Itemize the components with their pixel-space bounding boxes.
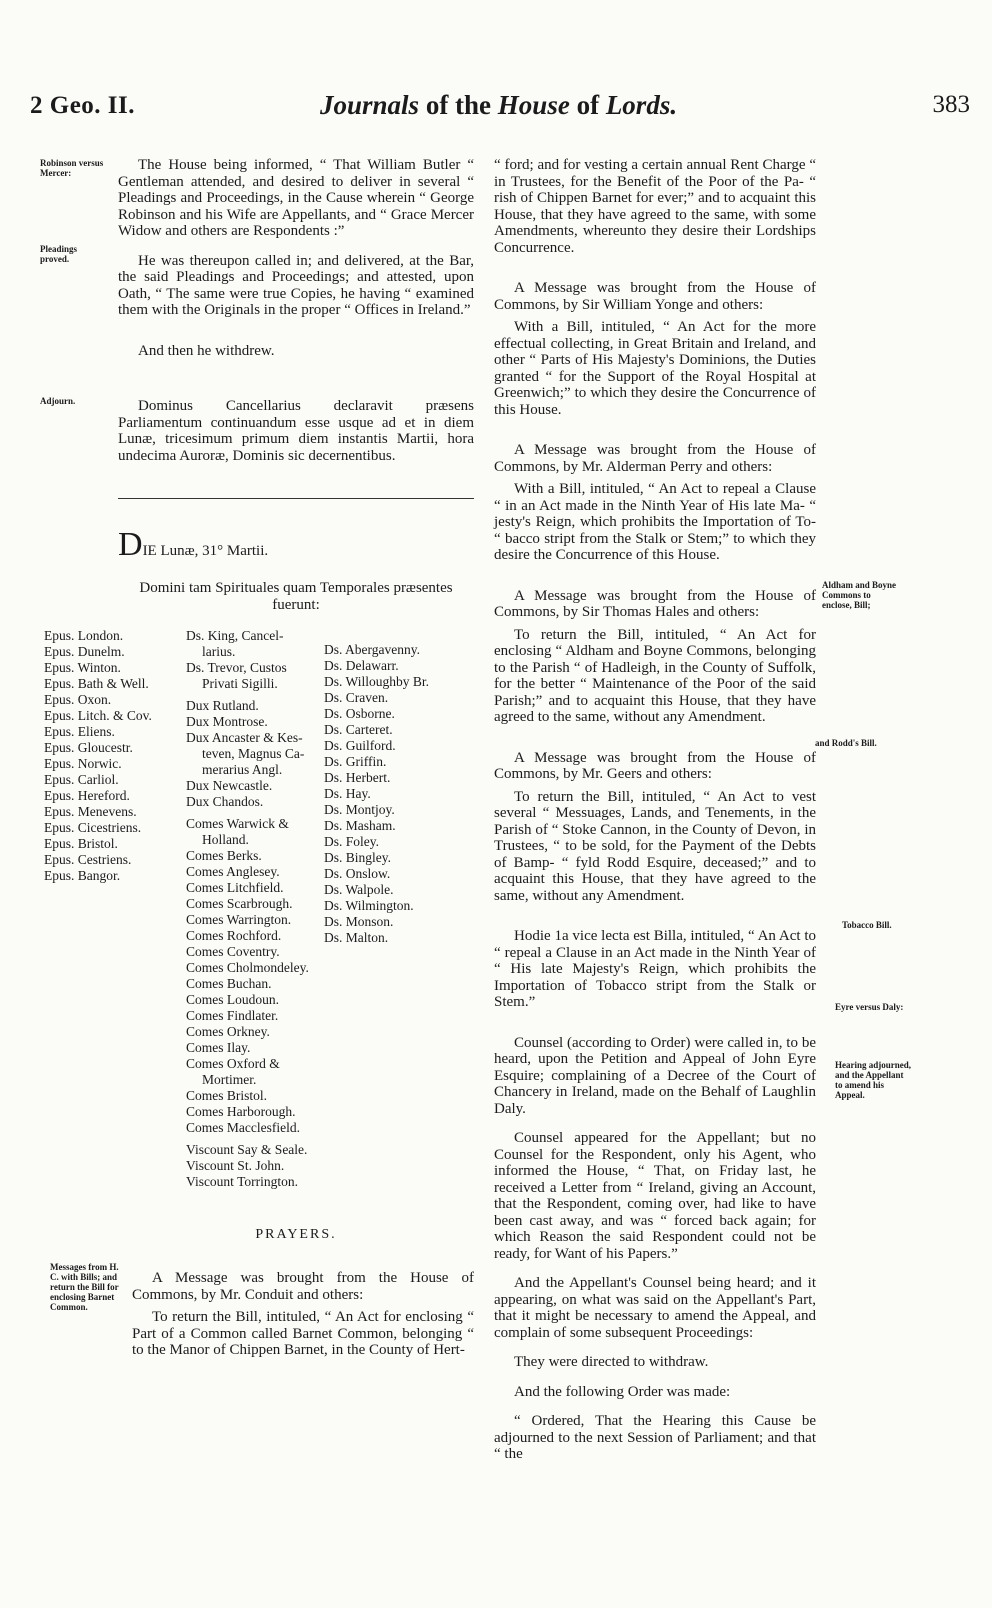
- lord-entry: Comes Berks.: [186, 848, 262, 863]
- paragraph: Counsel appeared for the Appellant; but no Counsel for the Respondent, only his Agent, who informed the House, “ That, on Friday last, he received a Letter from “ Ireland, giving an Account, that the Respondent, coming over, had like to have been cast away, and was “ forced back again; for which Reason the said Respondent could not be ready, for Want of his Papers.”: [494, 1130, 816, 1262]
- margin-note: Hearing adjourned, and the Appellant to amend his Appeal.: [835, 1060, 912, 1100]
- lord-entry: Epus. Carliol.: [44, 772, 119, 787]
- lord-entry: Dux Ancaster & Kes-: [186, 730, 303, 745]
- lord-entry: Comes Litchfield.: [186, 880, 284, 895]
- lord-entry: Comes Orkney.: [186, 1024, 270, 1039]
- lord-entry: Dux Rutland.: [186, 698, 259, 713]
- sitting-date: [118, 526, 474, 563]
- drop-cap: D: [118, 526, 143, 563]
- lord-entry: Comes Macclesfield.: [186, 1120, 300, 1135]
- lord-entry: Epus. Hereford.: [44, 788, 130, 803]
- margin-note: Eyre versus Daly:: [835, 1002, 904, 1012]
- paragraph: Counsel (according to Order) were called in, to be heard, upon the Petition and Appeal of John Eyre Esquire; complaining of a Decree of the Court of Chancery in Ireland, made on the Behalf of Laughlin Daly.: [494, 1034, 816, 1117]
- title-part: Lords.: [605, 90, 678, 120]
- margin-note: Messages from H. C. with Bills; and return the Bill for enclosing Barnet Common.: [50, 1262, 119, 1312]
- paragraph: A Message was brought from the House of Commons, by Sir William Yonge and others:: [494, 280, 816, 313]
- spacer: [118, 319, 474, 343]
- lord-entry: Comes Coventry.: [186, 944, 280, 959]
- paragraph: He was thereupon called in; and delivered, at the Bar, the said Pleadings and Proceedings; and attested, upon Oath, “ The same were true Copies, he having “ examined them with the Originals in the proper “ Offices in Ireland.”: [118, 252, 474, 318]
- lord-entry: Ds. Hay.: [324, 786, 371, 801]
- lord-entry: Epus. Litch. & Cov.: [44, 708, 152, 723]
- lord-entry: Ds. Masham.: [324, 818, 396, 833]
- lord-entry: Ds. Montjoy.: [324, 802, 395, 817]
- paragraph: And then he withdrew.: [138, 342, 275, 359]
- lord-entry: Ds. Wilmington.: [324, 898, 414, 913]
- paragraph: A Message was brought from the House of Commons, by Mr. Conduit and others:: [132, 1270, 474, 1303]
- spacer: [494, 1371, 816, 1384]
- lord-entry: Epus. London.: [44, 628, 124, 643]
- paragraph: And the Appellant's Counsel being heard; and it appearing, on what was said on the Appellant's Part, that it might be necessary to amend the Appeal, and complain of some subsequent Proceedings:: [494, 1275, 816, 1341]
- lord-entry: Viscount Torrington.: [186, 1174, 298, 1189]
- prayers-heading: PRAYERS.: [255, 1227, 337, 1242]
- lord-entry: Comes Rochford.: [186, 928, 282, 943]
- lords-list-spiritual: [44, 628, 152, 884]
- lord-entry: Epus. Dunelm.: [44, 644, 125, 659]
- lord-entry: Epus. Winton.: [44, 660, 121, 675]
- lord-entry: Ds. Osborne.: [324, 706, 395, 721]
- paragraph: The House being informed, “ That William Butler “ Gentleman attended, and desired to deliver in several “ Pleadings and Proceedings, in the Cause wherein “ George Robinson and his Wife are Appellants, and “ Grace Mercer Widow and others are Respondents :”: [118, 157, 474, 239]
- lord-entry: Comes Scarbrough.: [186, 896, 293, 911]
- lord-entry: Ds. Guilford.: [324, 738, 396, 753]
- title-part: House: [497, 90, 570, 120]
- lord-entry: Ds. Bingley.: [324, 850, 391, 865]
- spacer: [118, 240, 474, 253]
- lord-entry: Comes Findlater.: [186, 1008, 279, 1023]
- margin-note: Adjourn.: [40, 396, 76, 406]
- lord-entry: Holland.: [202, 832, 249, 847]
- paragraph: “ ford; and for vesting a certain annual Rent Charge “ in Trustees, for the Benefit of the Poor of the Pa- “ rish of Chippen Barnet for ever;” and to acquaint this House, that they have agreed to the same, with some Amendments, whereunto they desire their Lordships Concurrence.: [494, 157, 816, 256]
- paragraph: With a Bill, intituled, “ An Act for the more effectual collecting, in Great Britain and Ireland, and other “ Parts of His Majesty's Dominions, the Duties granted “ for the Support of the Royal Hospital at Greenwich;” to which they desire the Concurrence of this House.: [494, 319, 816, 418]
- present-heading: Domini tam Spirituales quam Temporales præsentes fuerunt:: [139, 580, 453, 613]
- margin-note: Robinson versus Mercer:: [40, 158, 104, 178]
- lord-entry: Epus. Eliens.: [44, 724, 115, 739]
- lord-entry: merarius Angl.: [202, 762, 283, 777]
- spacer: [494, 726, 816, 750]
- spacer: [494, 1400, 816, 1413]
- prayers-block: [118, 1226, 474, 1244]
- lord-entry: Ds. Abergavenny.: [324, 642, 420, 657]
- lord-entry: Dux Newcastle.: [186, 778, 273, 793]
- paragraph: To return the Bill, intituled, “ An Act for enclosing “ Aldham and Boyne Commons, belonging to the Parish “ of Hadleigh, in the County of Suffolk, for the better “ Maintenance of the Poor of the said Parish;” and to acquaint this House, that they have agreed to the same, without any Amendment.: [494, 626, 816, 725]
- paragraph: A Message was brought from the House of Commons, by Mr. Alderman Perry and others:: [494, 442, 816, 475]
- title-part: Journals: [320, 90, 420, 120]
- lord-entry: Ds. Craven.: [324, 690, 389, 705]
- spacer: [494, 256, 816, 280]
- lord-entry: Comes Warrington.: [186, 912, 292, 927]
- lord-entry: Ds. Delawarr.: [324, 658, 399, 673]
- paragraph: They were directed to withdraw.: [514, 1354, 709, 1370]
- lord-entry: Ds. Onslow.: [324, 866, 391, 881]
- spacer: [494, 418, 816, 442]
- lord-entry: larius.: [202, 644, 236, 659]
- lord-entry: Ds. Griffin.: [324, 754, 387, 769]
- lord-entry: Epus. Cicestriens.: [44, 820, 142, 835]
- regnal-year: 2 Geo. II.: [30, 92, 135, 119]
- lord-entry: Ds. Carteret.: [324, 722, 393, 737]
- lord-entry: Epus. Oxon.: [44, 692, 112, 707]
- lord-entry: Ds. Monson.: [324, 914, 394, 929]
- paragraph: With a Bill, intituled, “ An Act to repeal a Clause “ in an Act made in the Ninth Year of His late Ma- “ jesty's Reign, which prohibits the Importation of To- “ bacco stript from the Stalk or Stem;” to which they desire the Concurrence of this House.: [494, 481, 816, 563]
- spacer: [494, 1011, 816, 1035]
- lord-entry: Comes Warwick &: [186, 816, 289, 831]
- lord-entry: Comes Buchan.: [186, 976, 272, 991]
- adjournment-block: [118, 398, 474, 464]
- margin-note: Aldham and Boyne Commons to enclose, Bill;: [822, 580, 897, 610]
- lord-entry: Dux Montrose.: [186, 714, 268, 729]
- present-heading-block: [118, 580, 474, 613]
- paragraph: Hodie 1a vice lecta est Billa, intituled, “ An Act to “ repeal a Clause in an Act made in the Ninth Year of “ His late Majesty's Reign, which prohibits the Importation of Tobacco stript from the Stalk or Stem.”: [494, 928, 816, 1010]
- lord-entry: Comes Bristol.: [186, 1088, 268, 1103]
- margin-note: Tobacco Bill.: [842, 920, 892, 930]
- lord-entry: Ds. Willoughby Br.: [324, 674, 429, 689]
- lord-entry: Comes Ilay.: [186, 1040, 251, 1055]
- lord-entry: Epus. Bangor.: [44, 868, 121, 883]
- paragraph: To return the Bill, intituled, “ An Act for enclosing “ Part of a Common called Barnet Common, belonging “ to the Manor of Chippen Barnet, in the County of Hert-: [132, 1309, 474, 1358]
- lord-entry: Epus. Cestriens.: [44, 852, 132, 867]
- lord-entry: Epus. Norwic.: [44, 756, 122, 771]
- date-line: IE Lunæ, 31° Martii.: [142, 543, 269, 559]
- title-part: of the: [419, 90, 498, 120]
- spacer: [494, 564, 816, 588]
- journal-title: [320, 90, 677, 121]
- lords-list-temporal: [186, 628, 309, 1190]
- lord-entry: Comes Anglesey.: [186, 864, 280, 879]
- lords-list-barons: [324, 642, 429, 946]
- spacer: [494, 904, 816, 928]
- right-column: [494, 157, 816, 1463]
- lord-entry: Ds. Trevor, Custos: [186, 660, 287, 675]
- lord-entry: Comes Harborough.: [186, 1104, 296, 1119]
- lord-entry: Viscount Say & Seale.: [186, 1142, 308, 1157]
- lord-entry: Comes Oxford &: [186, 1056, 280, 1071]
- lord-entry: Epus. Menevens.: [44, 804, 137, 819]
- paragraph: Dominus Cancellarius declaravit præsens Parliamentum continuandum esse usque ad et in diem Lunæ, tricesimum primum diem instantis Martii, hora undecima Auroræ, Dominis sic decernentibus.: [118, 398, 474, 464]
- spacer: [494, 1117, 816, 1130]
- left-column-top: [118, 157, 474, 359]
- paragraph: To return the Bill, intituled, “ An Act to vest several “ Messuages, Lands, and Tenements, in the Parish of “ Stoke Cannon, in the County of Devon, in Trustees, “ to be sold, for the Payment of the Debts of Bamp- “ fyld Rodd Esquire, deceased;” and to acquaint this House, that they have agreed to the same, without any Amendment.: [494, 788, 816, 904]
- lord-entry: Dux Chandos.: [186, 794, 264, 809]
- lord-entry: Comes Cholmondeley.: [186, 960, 309, 975]
- lord-entry: Viscount St. John.: [186, 1158, 285, 1173]
- margin-note: Pleadings proved.: [40, 244, 78, 264]
- lord-entry: Mortimer.: [202, 1072, 257, 1087]
- divider: [118, 498, 474, 499]
- paragraph: A Message was brought from the House of Commons, by Sir Thomas Hales and others:: [494, 587, 816, 620]
- spacer: [494, 1262, 816, 1275]
- lord-entry: Ds. Herbert.: [324, 770, 391, 785]
- page-header: [30, 92, 970, 132]
- lord-entry: Ds. Walpole.: [324, 882, 394, 897]
- lord-entry: Epus. Gloucestr.: [44, 740, 133, 755]
- paragraph: And the following Order was made:: [514, 1383, 731, 1400]
- left-column-bottom: [132, 1270, 474, 1359]
- margin-note: and Rodd's Bill.: [815, 738, 877, 748]
- spacer: [494, 1341, 816, 1354]
- paragraph: A Message was brought from the House of Commons, by Mr. Geers and others:: [494, 749, 816, 782]
- lord-entry: Epus. Bath & Well.: [44, 676, 149, 691]
- paragraph: “ Ordered, That the Hearing this Cause be adjourned to the next Session of Parliament; and that “ the: [494, 1413, 816, 1462]
- lord-entry: Ds. Foley.: [324, 834, 380, 849]
- lord-entry: Comes Loudoun.: [186, 992, 279, 1007]
- lord-entry: Privati Sigilli.: [202, 676, 278, 691]
- page-number: 383: [932, 91, 970, 118]
- title-part: of: [569, 90, 606, 120]
- lord-entry: teven, Magnus Ca-: [202, 746, 305, 761]
- lord-entry: Epus. Bristol.: [44, 836, 118, 851]
- lord-entry: Ds. Malton.: [324, 930, 389, 945]
- lord-entry: Ds. King, Cancel-: [186, 628, 284, 643]
